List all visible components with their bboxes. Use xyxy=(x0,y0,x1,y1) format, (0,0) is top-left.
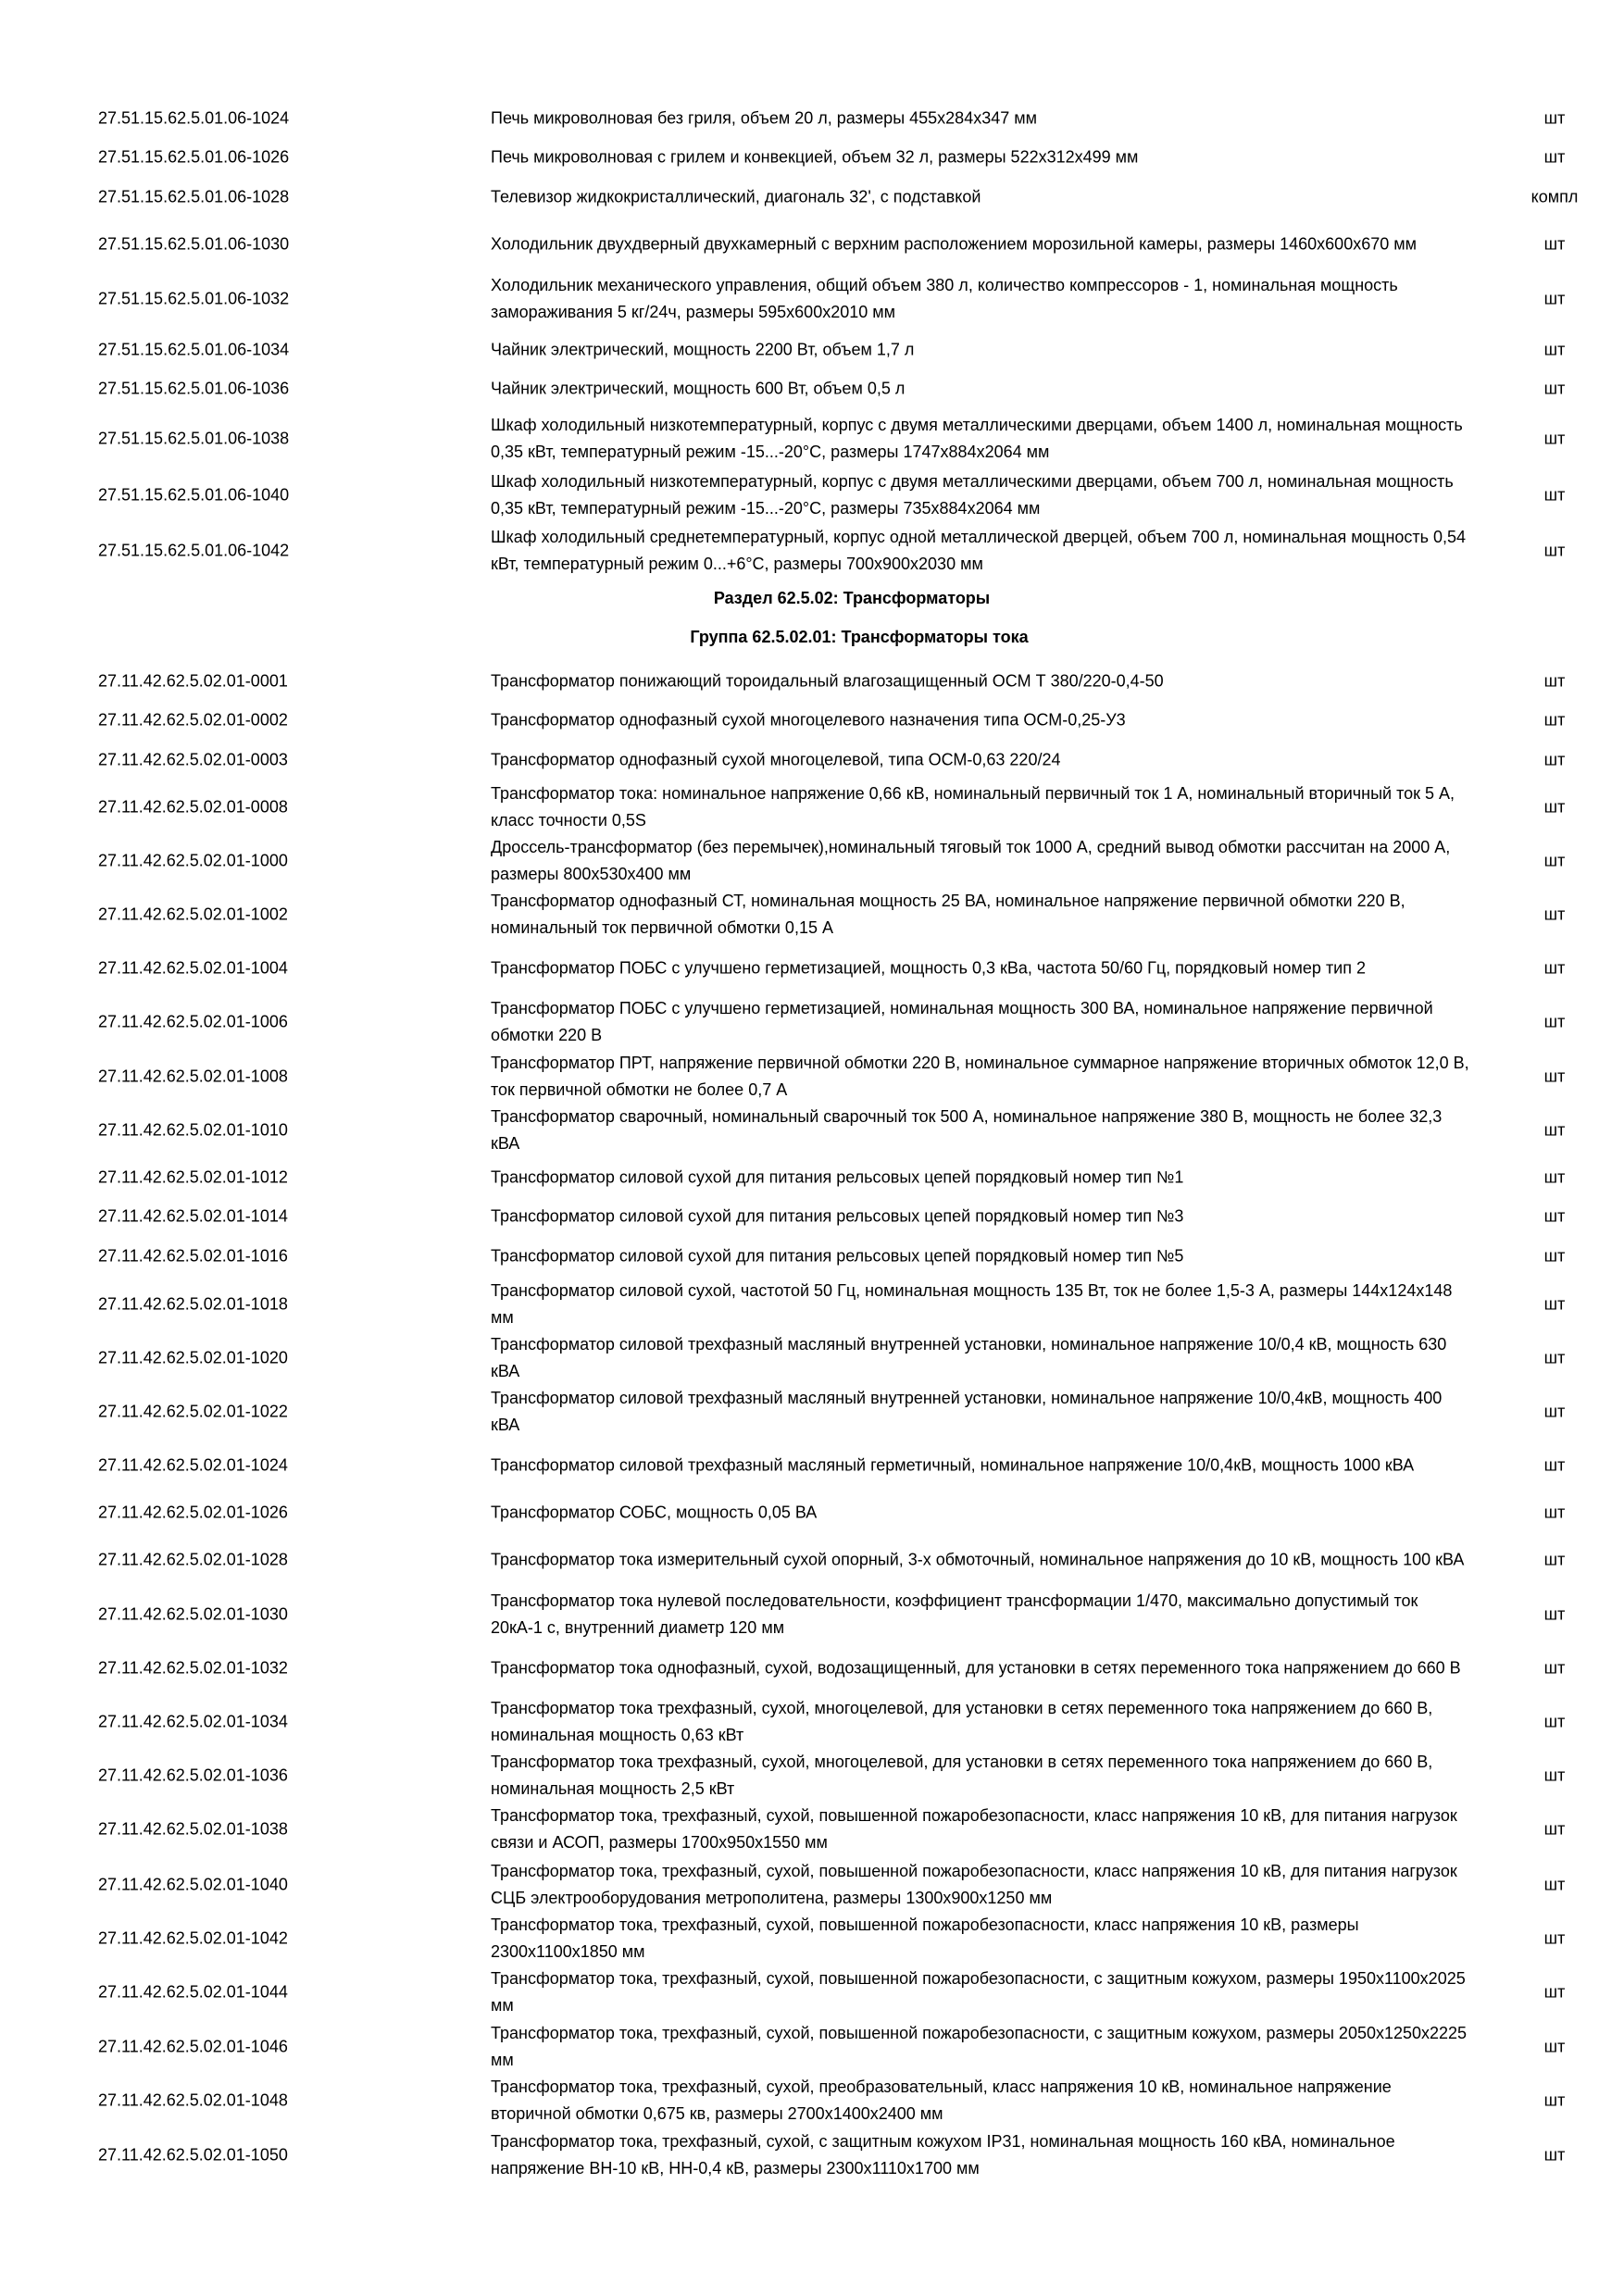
item-unit: шт xyxy=(1543,340,1566,359)
item-unit: шт xyxy=(1543,1712,1566,1731)
table-row xyxy=(0,1532,1624,1588)
item-description: Чайник электрический, мощность 2200 Вт, объем 1,7 л xyxy=(491,340,915,359)
table-row xyxy=(0,1911,1624,1966)
item-unit: шт xyxy=(1543,671,1566,691)
item-description: Трансформатор силовой трехфазный масляный герметичный, номинальное напряжение 10/0,4кВ, мощность 1000 кВА xyxy=(491,1455,1415,1475)
item-description: Трансформатор однофазный СТ, номинальная мощность 25 ВА, номинальное напряжение первичной обмотки 220 В, номинальный ток первичной обмотки 0,15 А xyxy=(491,892,1405,937)
item-unit: шт xyxy=(1543,1167,1566,1187)
item-code: 27.11.42.62.5.02.01-1030 xyxy=(98,1604,288,1624)
item-description: Трансформатор тока трехфазный, сухой, многоцелевой, для установки в сетях переменного тока напряжением до 660 В, номинальная мощность 0,63 кВт xyxy=(491,1699,1433,1744)
item-unit: шт xyxy=(1543,1604,1566,1624)
item-code: 27.11.42.62.5.02.01-1036 xyxy=(98,1766,288,1785)
table-row xyxy=(0,1694,1624,1750)
item-description: Трансформатор силовой сухой для питания рельсовых цепей порядковый номер тип №3 xyxy=(491,1206,1184,1226)
item-code: 27.11.42.62.5.02.01-1020 xyxy=(98,1348,288,1367)
section-heading: Раздел 62.5.02: Трансформаторы xyxy=(713,589,991,607)
item-unit: шт xyxy=(1543,1928,1566,1948)
item-code: 27.11.42.62.5.02.01-1044 xyxy=(98,1982,288,2002)
item-description: Трансформатор тока трехфазный, сухой, многоцелевой, для установки в сетях переменного тока напряжением до 660 В, номинальная мощность 2,5 кВт xyxy=(491,1753,1433,1798)
item-code: 27.11.42.62.5.02.01-1040 xyxy=(98,1875,288,1894)
table-row xyxy=(0,941,1624,996)
item-code: 27.51.15.62.5.01.06-1026 xyxy=(98,147,290,167)
table-row xyxy=(0,2128,1624,2183)
item-unit: шт xyxy=(1543,1550,1566,1569)
item-unit: шт xyxy=(1543,905,1566,924)
table-row xyxy=(0,411,1624,467)
table-row xyxy=(0,833,1624,889)
item-code: 27.11.42.62.5.02.01-1032 xyxy=(98,1658,288,1678)
item-description: Трансформатор ПОБС с улучшено герметизацией, мощность 0,3 кВа, частота 50/60 Гц, порядковый номер тип 2 xyxy=(491,958,1366,978)
table-row xyxy=(0,1857,1624,1913)
item-code: 27.11.42.62.5.02.01-1038 xyxy=(98,1819,288,1839)
item-description: Трансформатор понижающий тороидальный влагозащищенный ОСМ Т 380/220-0,4-50 xyxy=(491,671,1164,691)
item-unit: шт xyxy=(1543,234,1566,254)
table-row xyxy=(0,887,1624,942)
item-description: Трансформатор тока нулевой последовательности, коэффициент трансформации 1/470, максимально допустимый ток 20кА-1 с, внутренний диаметр 120 мм xyxy=(491,1591,1418,1637)
item-unit: шт xyxy=(1543,1766,1566,1785)
item-description: Трансформатор тока, трехфазный, сухой, повышенной пожаробезопасности, с защитным кожухом, размеры 2050х1250х2225 мм xyxy=(491,2024,1468,2069)
item-description: Трансформатор сварочный, номинальный сварочный ток 500 А, номинальное напряжение 380 В, мощность не более 32,3 кВА xyxy=(491,1107,1443,1153)
table-row xyxy=(0,1802,1624,1857)
item-unit: шт xyxy=(1543,1120,1566,1140)
table-row xyxy=(0,468,1624,523)
item-code: 27.11.42.62.5.02.01-1050 xyxy=(98,2145,288,2165)
table-row xyxy=(0,780,1624,835)
item-unit: шт xyxy=(1543,1206,1566,1226)
item-code: 27.11.42.62.5.02.01-1010 xyxy=(98,1120,288,1140)
item-unit: шт xyxy=(1543,1402,1566,1421)
item-code: 27.11.42.62.5.02.01-0002 xyxy=(98,710,288,730)
table-row xyxy=(0,2073,1624,2128)
item-code: 27.51.15.62.5.01.06-1028 xyxy=(98,187,290,206)
item-code: 27.11.42.62.5.02.01-1024 xyxy=(98,1455,288,1475)
item-code: 27.11.42.62.5.02.01-1012 xyxy=(98,1167,288,1187)
item-description: Трансформатор силовой трехфазный масляный внутренней установки, номинальное напряжение 10/0,4кВ, мощность 400 кВА xyxy=(491,1389,1443,1434)
table-row xyxy=(0,1965,1624,2020)
item-unit: шт xyxy=(1543,710,1566,730)
item-code: 27.51.15.62.5.01.06-1038 xyxy=(98,429,290,448)
item-code: 27.51.15.62.5.01.06-1030 xyxy=(98,234,290,254)
item-description: Холодильник двухдверный двухкамерный с верхним расположением морозильной камеры, размеры 1460х600х670 мм xyxy=(491,234,1417,254)
item-code: 27.11.42.62.5.02.01-1000 xyxy=(98,851,288,870)
item-unit: шт xyxy=(1543,851,1566,870)
item-unit: шт xyxy=(1543,1503,1566,1522)
table-row xyxy=(0,217,1624,272)
item-description: Трансформатор однофазный сухой многоцелевого назначения типа ОСМ-0,25-У3 xyxy=(491,710,1126,730)
item-code: 27.11.42.62.5.02.01-1034 xyxy=(98,1712,288,1731)
table-row xyxy=(0,271,1624,327)
item-description: Трансформатор тока, трехфазный, сухой, повышенной пожаробезопасности, класс напряжения 10 кВ, для питания нагрузок СЦБ электрооборудования метрополитена, размеры 1300х900х1250 мм xyxy=(491,1862,1457,1907)
item-code: 27.11.42.62.5.02.01-1002 xyxy=(98,905,288,924)
item-description: Телевизор жидкокристаллический, диагональ 32', с подставкой xyxy=(491,187,981,206)
item-code: 27.11.42.62.5.02.01-1018 xyxy=(98,1294,288,1314)
item-description: Дроссель-трансформатор (без перемычек),номинальный тяговый ток 1000 А, средний вывод обмотки рассчитан на 2000 А, размеры 800х530х400 мм xyxy=(491,838,1451,883)
item-code: 27.11.42.62.5.02.01-1014 xyxy=(98,1206,288,1226)
item-description: Трансформатор силовой сухой, частотой 50 Гц, номинальная мощность 135 Вт, ток не более 1,5-3 А, размеры 144х124х148 мм xyxy=(491,1281,1453,1327)
item-code: 27.51.15.62.5.01.06-1034 xyxy=(98,340,290,359)
item-description: Чайник электрический, мощность 600 Вт, объем 0,5 л xyxy=(491,379,906,398)
item-description: Трансформатор тока, трехфазный, сухой, с защитным кожухом IP31, номинальная мощность 160 кВА, номинальное напряжение ВН-10 кВ, НН-0,4 кВ, размеры 2300х1110х1700 мм xyxy=(491,2132,1395,2177)
table-row xyxy=(0,1277,1624,1332)
item-code: 27.51.15.62.5.01.06-1032 xyxy=(98,289,290,308)
item-code: 27.11.42.62.5.02.01-1028 xyxy=(98,1550,288,1569)
table-row xyxy=(0,994,1624,1050)
table-row xyxy=(0,1384,1624,1440)
item-code: 27.11.42.62.5.02.01-0003 xyxy=(98,750,288,769)
item-unit: шт xyxy=(1543,379,1566,398)
item-description: Трансформатор ПРТ, напряжение первичной обмотки 220 В, номинальное суммарное напряжение вторичных обмоток 12,0 В, ток первичной обмотки не более 0,7 А xyxy=(491,1054,1469,1099)
item-code: 27.11.42.62.5.02.01-1006 xyxy=(98,1012,288,1031)
item-unit: шт xyxy=(1543,485,1566,505)
item-unit: шт xyxy=(1543,1455,1566,1475)
item-unit: шт xyxy=(1543,797,1566,817)
item-code: 27.11.42.62.5.02.01-1016 xyxy=(98,1246,288,1266)
item-code: 27.11.42.62.5.02.01-1026 xyxy=(98,1503,288,1522)
item-description: Трансформатор силовой сухой для питания рельсовых цепей порядковый номер тип №1 xyxy=(491,1167,1184,1187)
item-description: Печь микроволновая с грилем и конвекцией, объем 32 л, размеры 522х312х499 мм xyxy=(491,147,1139,167)
item-unit: шт xyxy=(1543,1246,1566,1266)
group-heading: Группа 62.5.02.01: Трансформаторы тока xyxy=(690,628,1029,646)
table-row xyxy=(0,361,1624,417)
item-code: 27.51.15.62.5.01.06-1024 xyxy=(98,108,290,128)
item-description: Трансформатор тока измерительный сухой опорный, 3-х обмоточный, номинальное напряжения до 10 кВ, мощность 100 кВА xyxy=(491,1550,1465,1569)
item-unit: шт xyxy=(1543,289,1566,308)
item-unit: шт xyxy=(1543,1819,1566,1839)
item-code: 27.11.42.62.5.02.01-0008 xyxy=(98,797,288,817)
item-unit: шт xyxy=(1543,958,1566,978)
table-row xyxy=(0,1229,1624,1284)
item-unit: шт xyxy=(1543,1012,1566,1031)
item-code: 27.11.42.62.5.02.01-1048 xyxy=(98,2090,288,2110)
table-row xyxy=(0,2019,1624,2075)
item-unit: шт xyxy=(1543,1658,1566,1678)
item-unit: шт xyxy=(1543,147,1566,167)
item-description: Трансформатор тока: номинальное напряжение 0,66 кВ, номинальный первичный ток 1 А, номинальный вторичный ток 5 А, класс точности 0,5S xyxy=(491,784,1455,830)
item-description: Трансформатор тока, трехфазный, сухой, повышенной пожаробезопасности, с защитным кожухом, размеры 1950х1100х2025 мм xyxy=(491,1969,1466,2015)
item-code: 27.11.42.62.5.02.01-0001 xyxy=(98,671,288,691)
table-row xyxy=(0,523,1624,579)
item-description: Печь микроволновая без гриля, объем 20 л, размеры 455х284х347 мм xyxy=(491,108,1037,128)
item-description: Трансформатор тока, трехфазный, сухой, повышенной пожаробезопасности, класс напряжения 10 кВ, для питания нагрузок связи и АСОП, размеры 1700х950х1550 мм xyxy=(491,1806,1457,1852)
item-description: Трансформатор ПОБС с улучшено герметизацией, номинальная мощность 300 ВА, номинальное напряжение первичной обмотки 220 В xyxy=(491,999,1433,1044)
item-unit: шт xyxy=(1543,1067,1566,1086)
item-unit: шт xyxy=(1543,1348,1566,1367)
item-description: Холодильник механического управления, общий объем 380 л, количество компрессоров - 1, номинальная мощность замораживания 5 кг/24ч, размеры 595х600х2010 мм xyxy=(491,276,1398,321)
item-unit: шт xyxy=(1543,2090,1566,2110)
item-code: 27.11.42.62.5.02.01-1022 xyxy=(98,1402,288,1421)
item-description: Трансформатор силовой сухой для питания рельсовых цепей порядковый номер тип №5 xyxy=(491,1246,1184,1266)
item-description: Трансформатор тока, трехфазный, сухой, преобразовательный, класс напряжения 10 кВ, номинальное напряжение вторичной обмотки 0,675 кв, размеры 2700х1400х2400 мм xyxy=(491,2078,1392,2123)
table-row xyxy=(0,1049,1624,1104)
item-unit: шт xyxy=(1543,1875,1566,1894)
item-unit: шт xyxy=(1543,2145,1566,2165)
item-code: 27.51.15.62.5.01.06-1036 xyxy=(98,379,290,398)
item-unit: шт xyxy=(1543,2037,1566,2056)
item-description: Шкаф холодильный низкотемпературный, корпус с двумя металлическими дверцами, объем 1400 л, номинальная мощность 0,35 кВт, температурный режим -15...-20°С, размеры 1747х884х2064 мм xyxy=(491,416,1463,461)
item-unit: компл xyxy=(1530,187,1579,206)
item-code: 27.11.42.62.5.02.01-1046 xyxy=(98,2037,288,2056)
item-unit: шт xyxy=(1543,1294,1566,1314)
item-description: Шкаф холодильный низкотемпературный, корпус с двумя металлическими дверцами, объем 700 л, номинальная мощность 0,35 кВт, температурный режим -15...-20°С, размеры 735х884х2064 мм xyxy=(491,472,1454,518)
item-description: Шкаф холодильный среднетемпературный, корпус одной металлической дверцей, объем 700 л, номинальная мощность 0,54 кВт, температурный режим 0...+6°С, размеры 700х900х2030 мм xyxy=(491,528,1467,573)
item-unit: шт xyxy=(1543,541,1566,560)
item-unit: шт xyxy=(1543,1982,1566,2002)
item-description: Трансформатор силовой трехфазный масляный внутренней установки, номинальное напряжение 10/0,4 кВ, мощность 630 кВА xyxy=(491,1335,1447,1380)
item-unit: шт xyxy=(1543,750,1566,769)
item-code: 27.11.42.62.5.02.01-1008 xyxy=(98,1067,288,1086)
table-row xyxy=(0,1641,1624,1696)
item-description: Трансформатор СОБС, мощность 0,05 ВА xyxy=(491,1503,818,1522)
item-code: 27.11.42.62.5.02.01-1042 xyxy=(98,1928,288,1948)
table-row xyxy=(0,1587,1624,1642)
item-code: 27.51.15.62.5.01.06-1040 xyxy=(98,485,290,505)
item-unit: шт xyxy=(1543,429,1566,448)
table-row xyxy=(0,1330,1624,1386)
item-description: Трансформатор однофазный сухой многоцелевой, типа ОСМ-0,63 220/24 xyxy=(491,750,1061,769)
item-description: Трансформатор тока однофазный, сухой, водозащищенный, для установки в сетях переменного тока напряжением до 660 В xyxy=(491,1658,1461,1678)
item-code: 27.11.42.62.5.02.01-1004 xyxy=(98,958,288,978)
table-row xyxy=(0,1748,1624,1803)
item-unit: шт xyxy=(1543,108,1566,128)
item-code: 27.51.15.62.5.01.06-1042 xyxy=(98,541,290,560)
item-description: Трансформатор тока, трехфазный, сухой, повышенной пожаробезопасности, класс напряжения 10 кВ, размеры 2300х1100х1850 мм xyxy=(491,1915,1359,1961)
